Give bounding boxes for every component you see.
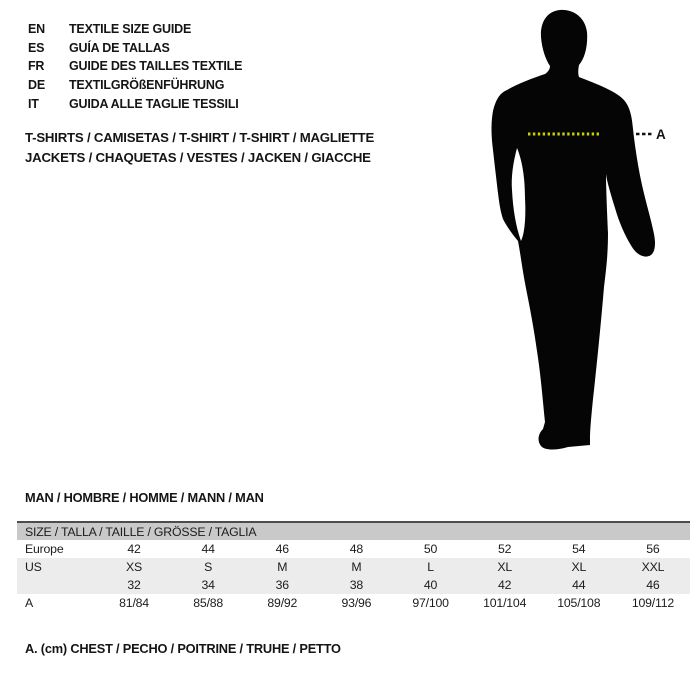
language-code: EN xyxy=(28,22,45,36)
language-list xyxy=(28,20,242,114)
language-title: GUIDE DES TAILLES TEXTILE xyxy=(69,59,243,74)
language-title: TEXTILGRÖßENFÜHRUNG xyxy=(69,78,225,93)
size-cell: XS xyxy=(126,560,143,574)
man-silhouette-shape xyxy=(492,10,656,450)
size-cell: 109/112 xyxy=(631,596,674,610)
language-code: FR xyxy=(28,59,45,74)
size-cell: M xyxy=(351,560,362,574)
language-row xyxy=(28,76,242,95)
size-cell: 101/104 xyxy=(483,596,527,610)
size-cell: 52 xyxy=(498,542,512,556)
size-table-row xyxy=(17,576,690,594)
size-table-rows xyxy=(17,540,690,612)
size-cell: 56 xyxy=(646,542,660,556)
category-line-jackets: JACKETS / CHAQUETAS / VESTES / JACKEN / GIACCHE xyxy=(25,150,371,165)
size-row-label: A xyxy=(25,596,34,610)
measurement-legend: A. (cm) CHEST / PECHO / POITRINE / TRUHE / PETTO xyxy=(25,641,341,656)
size-table xyxy=(17,521,690,612)
language-title: TEXTILE SIZE GUIDE xyxy=(69,22,192,36)
size-row-label: Europe xyxy=(25,542,64,556)
language-title: GUÍA DE TALLAS xyxy=(69,40,170,55)
language-code: DE xyxy=(28,78,45,93)
size-cell: 42 xyxy=(127,542,141,556)
size-cell: 54 xyxy=(572,542,586,556)
language-code: ES xyxy=(28,40,45,55)
size-table-row xyxy=(17,594,690,612)
language-row xyxy=(28,20,242,39)
size-table-row xyxy=(17,558,690,576)
language-row xyxy=(28,57,242,76)
language-code: IT xyxy=(28,96,39,111)
man-silhouette-svg xyxy=(455,5,665,455)
size-row-label: US xyxy=(25,560,42,574)
size-cell: 81/84 xyxy=(119,596,149,610)
size-cell: 32 xyxy=(127,578,141,592)
size-cell: L xyxy=(427,560,434,574)
size-table-header: SIZE / TALLA / TAILLE / GRÖSSE / TAGLIA xyxy=(17,523,690,540)
language-row xyxy=(28,39,242,58)
language-row xyxy=(28,95,242,114)
size-cell: M xyxy=(277,560,288,574)
size-cell: 89/92 xyxy=(267,596,298,610)
size-cell: 105/108 xyxy=(557,596,601,610)
category-line-tshirts: T-SHIRTS / CAMISETAS / T-SHIRT / T-SHIRT / MAGLIETTE xyxy=(25,130,375,145)
category-lines xyxy=(25,128,374,168)
size-cell: XL xyxy=(497,560,513,574)
size-cell: 42 xyxy=(498,578,512,592)
size-cell: 40 xyxy=(423,578,438,592)
gender-heading: MAN / HOMBRE / HOMME / MANN / MAN xyxy=(25,490,264,505)
size-cell: 34 xyxy=(201,578,215,592)
size-cell: 46 xyxy=(275,542,289,556)
size-cell: 36 xyxy=(275,578,289,592)
size-cell: XL xyxy=(571,560,587,574)
size-cell: 44 xyxy=(572,578,586,592)
size-cell: 85/88 xyxy=(193,596,224,610)
measurement-label-a: A xyxy=(656,127,666,142)
size-cell: 44 xyxy=(201,542,215,556)
size-cell: 50 xyxy=(423,542,438,556)
size-cell: S xyxy=(204,560,213,574)
man-silhouette-figure xyxy=(455,5,665,455)
size-cell: 97/100 xyxy=(412,596,449,610)
size-cell: XXL xyxy=(641,560,665,574)
size-table-row xyxy=(17,540,690,558)
size-cell: 48 xyxy=(349,542,364,556)
size-cell: 38 xyxy=(349,578,364,592)
size-cell: 93/96 xyxy=(341,596,372,610)
size-cell: 46 xyxy=(646,578,660,592)
language-title: GUIDA ALLE TAGLIE TESSILI xyxy=(69,96,239,111)
